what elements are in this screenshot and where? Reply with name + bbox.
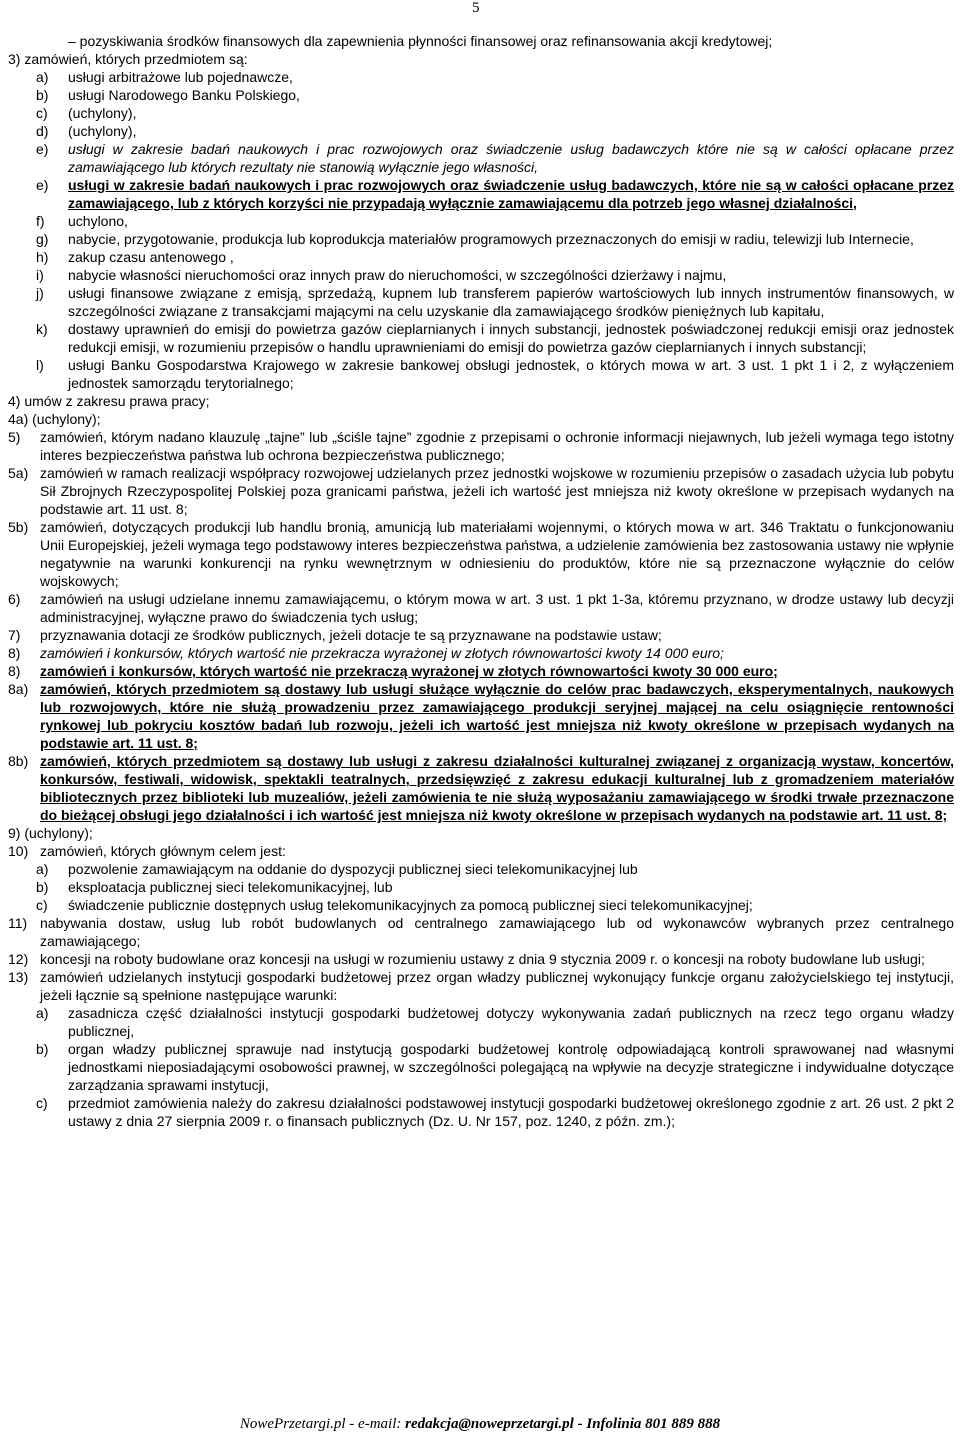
list-item [8, 50, 954, 68]
list-item [8, 212, 954, 230]
list-item-text: nabycie, przygotowanie, produkcja lub koprodukcja materiałów programowych przeznaczonych do emisji w radiu, telewizji lub Internecie, [68, 231, 914, 247]
list-item-text: 4a) (uchylony); [8, 411, 101, 427]
list-item-text: przedmiot zamówienia należy do zakresu działalności podstawowej instytucji gospodarki budżetowej określonego zgodnie z art. 26 ust. 2 pkt 2 ustawy z dnia 27 sierpnia 2009 r. o finansach publicznych (Dz. U. Nr 157, poz. 1240, z późn. zm.); [68, 1095, 954, 1129]
list-item [8, 914, 954, 950]
list-item-label: i) [36, 267, 44, 283]
list-item-label: b) [36, 87, 49, 103]
list-item-text: świadczenie publicznie dostępnych usług telekomunikacyjnych za pomocą publicznej sieci telekomunikacyjnej; [68, 897, 753, 913]
list-item-label: 8) [8, 663, 21, 679]
list-item-text: zamówień udzielanych instytucji gospodarki budżetowej przez organ władzy publicznej wykonujący funkcje organu założycielskiego tej instytucji, jeżeli łącznie są spełnione następujące warunki: [40, 969, 954, 1003]
list-item-label: h) [36, 249, 49, 265]
list-item-label: b) [36, 1041, 49, 1057]
list-item-label: f) [36, 213, 45, 229]
list-item-label: 5a) [8, 465, 29, 481]
list-item-label: l) [36, 357, 44, 373]
list-item-label: a) [36, 861, 49, 877]
list-item-text: – pozyskiwania środków finansowych dla zapewnienia płynności finansowej oraz refinansowania akcji kredytowej; [68, 33, 773, 49]
list-item [8, 824, 954, 842]
list-item-label: 6) [8, 591, 21, 607]
list-item-label: a) [36, 1005, 49, 1021]
list-item-text: zamówień, których głównym celem jest: [40, 843, 286, 859]
list-item [8, 518, 954, 590]
list-item [8, 860, 954, 878]
list-item [8, 464, 954, 518]
list-item [8, 176, 954, 212]
list-item [8, 1094, 954, 1130]
list-item-text: zamówień i konkursów, których wartość nie przekracza wyrażonej w złotych równowartości kwoty 14 000 euro; [40, 645, 724, 661]
list-item-text: nabycie własności nieruchomości oraz innych praw do nieruchomości, w szczególności dzierżawy i najmu, [68, 267, 727, 283]
list-item-text: zamówień i konkursów, których wartość nie przekraczą wyrażonej w złotych równowartości kwoty 30 000 euro; [40, 663, 778, 679]
list-item-text: eksploatacja publicznej sieci telekomunikacyjnej, lub [68, 879, 393, 895]
list-item-label: a) [36, 69, 49, 85]
list-item-label: 8a) [8, 681, 29, 697]
list-item-label: 5) [8, 429, 21, 445]
list-item-text: koncesji na roboty budowlane oraz koncesji na usługi w rozumieniu ustawy z dnia 9 stycznia 2009 r. o koncesji na roboty budowlane lub usługi; [40, 951, 925, 967]
list-item-label: 8) [8, 645, 21, 661]
list-item-text: zamówień, których przedmiotem są dostawy lub usługi z zakresu działalności kulturalnej związanej z organizacją wystaw, koncertów, konkursów, festiwali, widowisk, spektakli teatralnych, przedsięwzięć z zakresu edukacji kulturalnej lub z gromadzeniem materiałów bibliotecznych przez biblioteki lub muzealiów, jeżeli zamówienia te nie służą wyposażaniu zamawiającego w środki trwałe przeznaczone do bieżącej obsługi jego działalności i ich wartość jest mniejsza niż kwoty określone w przepisach wydanych na podstawie art. 11 ust. 8; [40, 753, 954, 823]
list-item-text: organ władzy publicznej sprawuje nad instytucją gospodarki budżetowej kontrolę odpowiadającą kontroli sprawowanej nad własnymi jednostkami nieposiadającymi osobowości prawnej, w szczególności polegającą na wpływie na decyzje strategiczne i indywidualne dotyczące zarządzania sprawami instytucji, [68, 1041, 954, 1093]
list-item [8, 644, 954, 662]
list-item [8, 752, 954, 824]
list-item [8, 1040, 954, 1094]
list-item-label: 10) [8, 843, 29, 859]
list-item [8, 140, 954, 176]
list-item-text: (uchylony), [68, 123, 137, 139]
list-item [8, 32, 954, 50]
document-body [8, 32, 954, 1130]
list-item-text: usługi finansowe związane z emisją, sprzedażą, kupnem lub transferem papierów wartościowych lub innych instrumentów finansowych, w szczególności związane z transakcjami mającymi na celu uzyskanie dla zamawiającego środków pieniężnych lub kapitału, [68, 285, 954, 319]
list-item-text: 3) zamówień, których przedmiotem są: [8, 51, 248, 67]
list-item-label: e) [36, 141, 49, 157]
list-item-label: c) [36, 1095, 48, 1111]
list-item-text: usługi Narodowego Banku Polskiego, [68, 87, 300, 103]
list-item-label: g) [36, 231, 49, 247]
list-item-text: zamówień na usługi udzielane innemu zamawiającemu, o którym mowa w art. 3 ust. 1 pkt 1-3a, któremu przyznano, w drodze ustawy lub decyzji administracyjnej, wyłączne prawo do świadczenia tych usług; [40, 591, 954, 625]
list-item [8, 68, 954, 86]
list-item-text: nabywania dostaw, usług lub robót budowlanych od centralnego zamawiającego lub od wykonawców wybranych przez centralnego zamawiającego; [40, 915, 954, 949]
list-item [8, 410, 954, 428]
list-item-label: 11) [8, 915, 28, 931]
list-item [8, 680, 954, 752]
page-number: 5 [472, 0, 480, 16]
list-item [8, 284, 954, 320]
list-item-text: pozwolenie zamawiającym na oddanie do dyspozycji publicznej sieci telekomunikacyjnej lub [68, 861, 638, 877]
list-item-text: zakup czasu antenowego , [68, 249, 234, 265]
list-item-label: 7) [8, 627, 21, 643]
list-item [8, 104, 954, 122]
list-item [8, 356, 954, 392]
list-item-label: c) [36, 105, 48, 121]
page-footer [0, 1416, 960, 1433]
list-item [8, 590, 954, 626]
list-item [8, 662, 954, 680]
list-item-text: dostawy uprawnień do emisji do powietrza gazów cieplarnianych i innych substancji, jednostek poświadczonej redukcji emisji oraz jednostek redukcji emisji, w rozumieniu przepisów o handlu uprawnieniami do emisji do powietrza gazów cieplarnianych i innych substancji; [68, 321, 954, 355]
list-item [8, 878, 954, 896]
list-item-text: zamówień, dotyczących produkcji lub handlu bronią, amunicją lub materiałami wojennymi, o których mowa w art. 346 Traktatu o funkcjonowaniu Unii Europejskiej, jeżeli wymaga tego podstawowy interes bezpieczeństwa państwa, a udzielenie zamówienia bez zastosowania ustawy nie wpłynie negatywnie na warunki konkurencji na rynku wewnętrznym w odniesieniu do produktów, które nie są przeznaczone wyłącznie do celów wojskowych; [40, 519, 954, 589]
list-item-text: (uchylony), [68, 105, 137, 121]
list-item [8, 896, 954, 914]
list-item [8, 248, 954, 266]
list-item-text: 9) (uchylony); [8, 825, 93, 841]
list-item-label: 13) [8, 969, 29, 985]
list-item-text: usługi w zakresie badań naukowych i prac rozwojowych oraz świadczenie usług badawczych, które nie są w całości opłacane przez zamawiającego, lub z których korzyści nie przypadają wyłącznie zamawiającemu dla potrzeb jego własnej działalności, [68, 177, 954, 211]
list-item-text: zamówień, których przedmiotem są dostawy lub usługi służące wyłącznie do celów prac badawczych, eksperymentalnych, naukowych lub rozwojowych, które nie służą prowadzeniu przez zamawiającego produkcji seryjnej mającej na celu osiągnięcie rentowności rynkowej lub pokryciu kosztów badań lub rozwoju, jeżeli ich wartość jest mniejsza niż kwoty określone w przepisach wydanych na podstawie art. 11 ust. 8; [40, 681, 954, 751]
list-item-text: przyznawania dotacji ze środków publicznych, jeżeli dotacje te są przyznawane na podstawie ustaw; [40, 627, 662, 643]
list-item [8, 968, 954, 1004]
list-item-text: 4) umów z zakresu prawa pracy; [8, 393, 210, 409]
list-item-text: usługi w zakresie badań naukowych i prac rozwojowych oraz świadczenie usług badawczych które nie są w całości opłacane przez zamawiającego lub których rezultaty nie stanowią wyłącznie jego własności, [68, 141, 954, 175]
list-item-text: usługi arbitrażowe lub pojednawcze, [68, 69, 293, 85]
list-item [8, 842, 954, 860]
footer-infoline: - Infolinia 801 889 888 [573, 1416, 721, 1432]
list-item-label: k) [36, 321, 48, 337]
list-item [8, 122, 954, 140]
list-item [8, 950, 954, 968]
list-item [8, 626, 954, 644]
list-item [8, 230, 954, 248]
list-item [8, 428, 954, 464]
list-item-label: 5b) [8, 519, 29, 535]
list-item-text: uchylono, [68, 213, 128, 229]
list-item-label: 12) [8, 951, 29, 967]
footer-email[interactable]: redakcja@noweprzetargi.pl [405, 1416, 574, 1432]
list-item [8, 1004, 954, 1040]
list-item-label: d) [36, 123, 49, 139]
footer-site: NowePrzetargi.pl - e-mail: [239, 1416, 406, 1432]
list-item-text: zamówień, którym nadano klauzulę „tajne” lub „ściśle tajne” zgodnie z przepisami o ochronie informacji niejawnych, lub jeżeli wymaga tego istotny interes bezpieczeństwa państwa lub ochrona bezpieczeństwa publicznego; [40, 429, 954, 463]
list-item-text: usługi Banku Gospodarstwa Krajowego w zakresie bankowej obsługi jednostek, o których mowa w art. 3 ust. 1 pkt 1 i 2, z wyłączeniem jednostek samorządu terytorialnego; [68, 357, 954, 391]
list-item-label: b) [36, 879, 49, 895]
list-item-label: e) [36, 177, 49, 193]
list-item-label: j) [36, 285, 44, 301]
list-item [8, 320, 954, 356]
list-item [8, 266, 954, 284]
list-item [8, 86, 954, 104]
list-item-text: zamówień w ramach realizacji współpracy rozwojowej udzielanych przez jednostki wojskowe w rozumieniu przepisów o zasadach użycia lub pobytu Sił Zbrojnych Rzeczypospolitej Polskiej poza granicami państwa, jeżeli ich wartość jest mniejsza niż kwoty określone w przepisach wydanych na podstawie art. 11 ust. 8; [40, 465, 954, 517]
list-item-text: zasadnicza część działalności instytucji gospodarki budżetowej dotyczy wykonywania zadań publicznych na rzecz tego organu władzy publicznej, [68, 1005, 954, 1039]
list-item [8, 392, 954, 410]
list-item-label: c) [36, 897, 48, 913]
list-item-label: 8b) [8, 753, 29, 769]
